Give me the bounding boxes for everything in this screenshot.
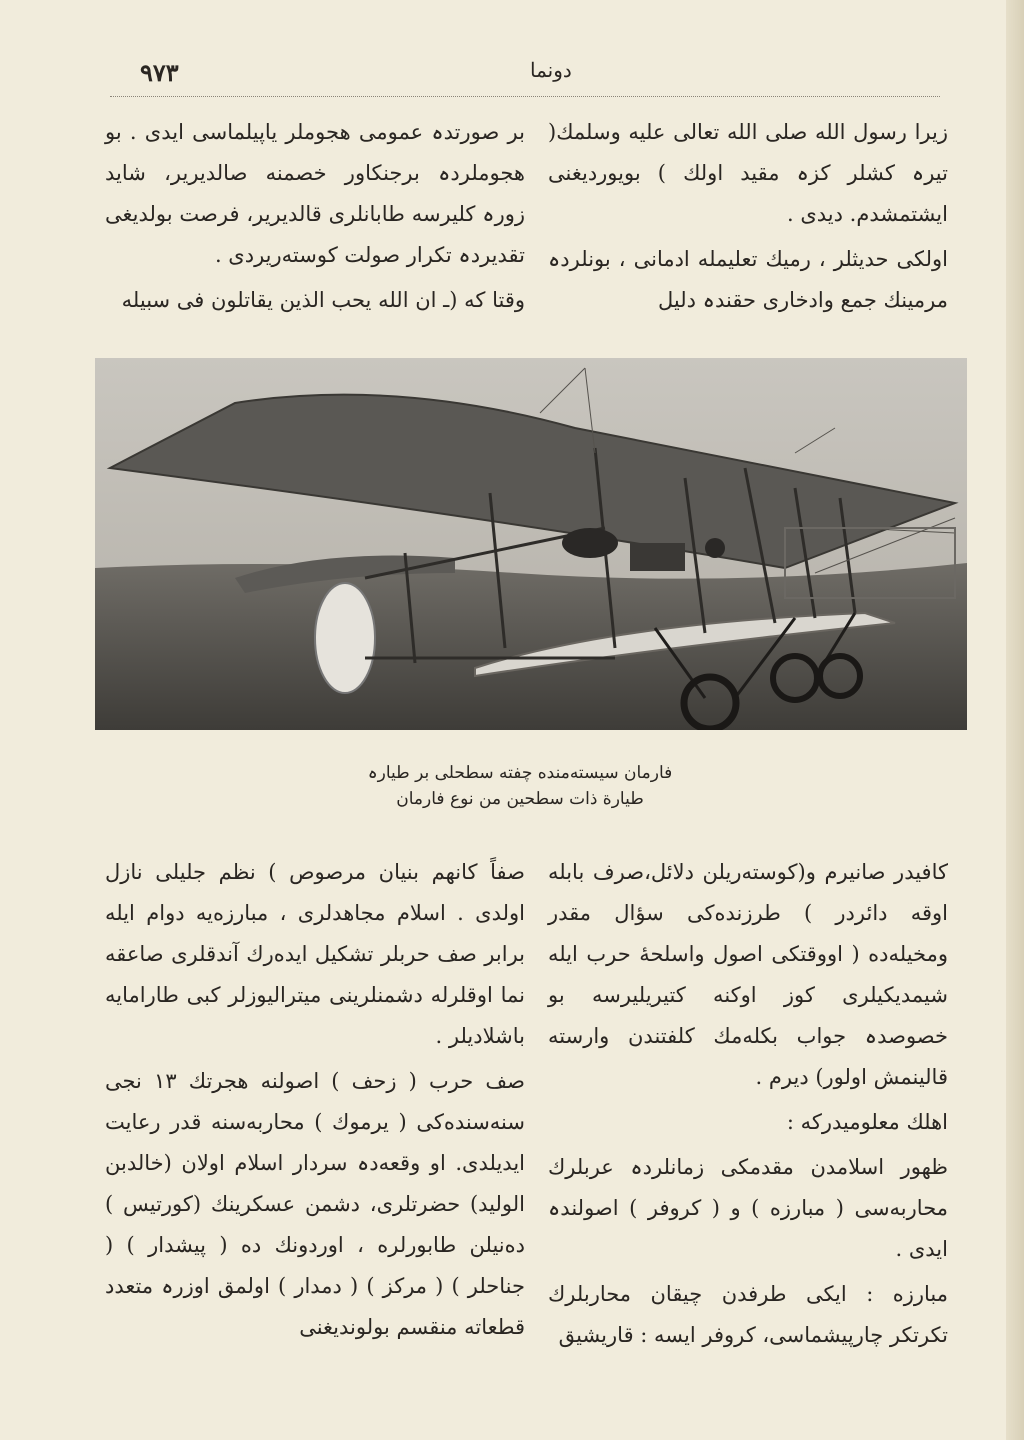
bottom-left-column [105, 852, 525, 1348]
photo-caption [300, 760, 740, 812]
caption-line-arabic: طیارة ذات سطحین من نوع فارمان [396, 789, 644, 809]
paragraph: مبارزە : ایکی طرفدن چیقان محاربلرك تکرتکر چارپیشماسی، کروفر ایسه : قاریشیق [548, 1282, 948, 1347]
top-left-column [105, 112, 525, 321]
page-edge [1006, 0, 1024, 1440]
bottom-right-column [548, 852, 948, 1356]
paragraph: کافیدر صانیرم و(کوستەریلن دلائل،صرف بابله اوقه دائردر ) طرزندەکی سؤال مقدر ومخیلەدە ( اووقتکی اصول واسلحهٔ حرب ایله شیمدیکیلری کوز اوکنه کتیریلیرسه بو خصوصدہ جواب بکلەمك کلفتندن وارستە قالینمش اولور) دیرم . [548, 860, 948, 1089]
paragraph: اولکی حدیثلر ، رمیك تعلیمله ادمانی ، بونلردہ مرمینك جمع وادخاری حقندہ دلیل [548, 247, 948, 312]
paragraph: وقتا که (ـ ان الله یحب الذین یقاتلون فی سبیله [121, 288, 525, 312]
header-rule [110, 96, 940, 97]
page-number: ۹۷۳ [140, 58, 179, 87]
top-right-column [548, 112, 948, 321]
paragraph: ظهور اسلامدن مقدمکی زمانلردہ عربلرك محاربەسی ( مبارزە ) و ( کروفر ) اصولندہ ایدی . [548, 1155, 948, 1261]
paragraph: صف حرب ( زحف ) اصولنه هجرتك ۱۳ نجی سنەسندەکی ( یرموك ) محاربەسنه قدر رعایت ایدیلدی. او وقعەدہ سردار اسلام اولان (خالدبن الولید) حضرتلری، دشمن عسکرینك (کورتیس ) دەنیلن طابورلره ، اوردونك دە ( پیشدار ) ( جناحلر ) ( مرکز ) ( دمدار ) اولمق اوزرہ متعدد قطعاته منقسم بولوندیغنی [105, 1069, 525, 1339]
paragraph: زیرا رسول الله صلی الله تعالی علیه وسلمك( تیرہ کشلر کزہ مقید اولك ) بویوردیغنی ایشتمشدم. دیدی . [548, 120, 948, 226]
paragraph: بر صورتدہ عمومی هجوملر یاپیلماسی ایدی . بو هجوملردہ برجنکاور خصمنه صالدیریر، شاید زورہ کلیرسه طابانلری قالدیریر، فرصت بولدیغی تقدیردہ تکرار صولت کوستەریردی . [105, 120, 525, 267]
biplane-photo [95, 358, 967, 730]
caption-line-ottoman: فارمان سیستەمندە چفته سطحلی بر طیارہ [367, 763, 673, 783]
paragraph: اهلك معلومیدرکه : [786, 1110, 948, 1134]
journal-title: دونما [530, 58, 572, 82]
page-header [60, 48, 940, 98]
paragraph: صفاً کانهم بنیان مرصوص ) نظم جلیلی نازل اولدی . اسلام مجاهدلری ، مبارزەیه دوام ایله برابر صف حربلر تشکیل ایدەرك آندقلری صاعقه نما اوقلرله دشمنلرینی میترالیوزلر کبی طارامایه باشلادیلر . [105, 860, 525, 1048]
